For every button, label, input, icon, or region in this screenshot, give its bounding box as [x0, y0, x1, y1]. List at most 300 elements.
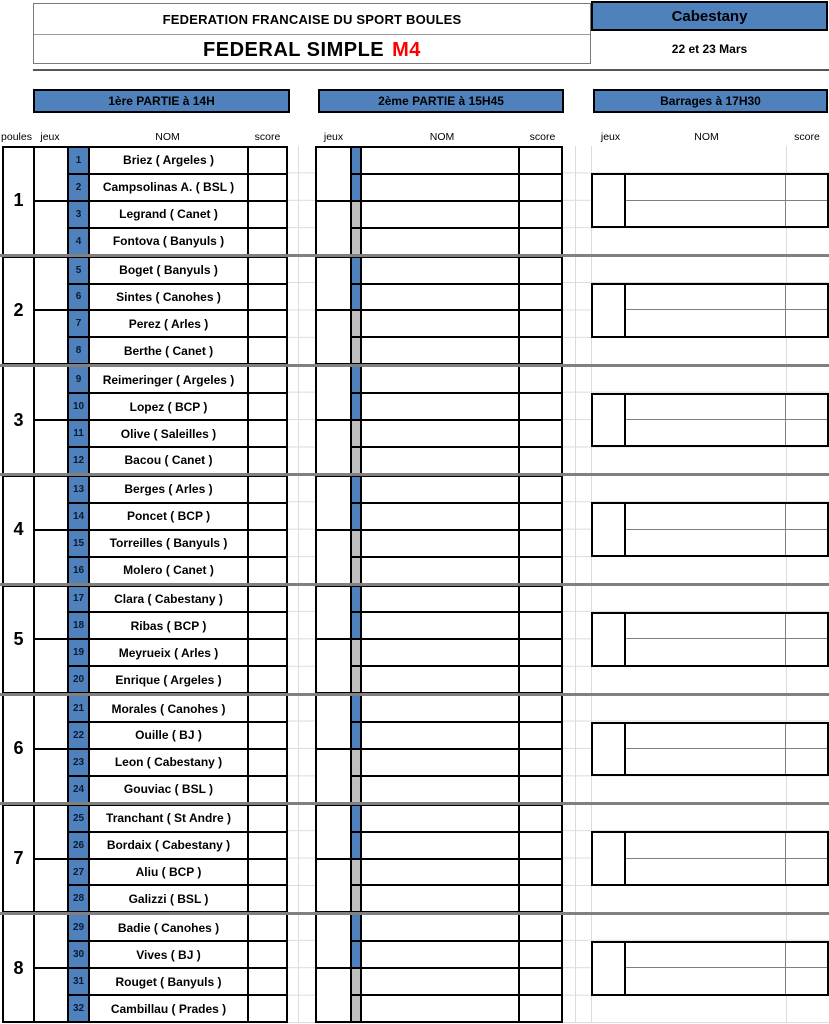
score-cell[interactable]: [249, 311, 286, 336]
nom-cell[interactable]: [362, 531, 518, 556]
player-number: 28: [69, 886, 88, 911]
score-cell[interactable]: [785, 285, 827, 310]
jeux-cell[interactable]: [317, 477, 350, 529]
pool-first-round-table: [2, 585, 288, 695]
jeux-cell[interactable]: [317, 148, 350, 200]
pool-second-round-table: [315, 475, 563, 585]
player-number: 10: [69, 394, 88, 419]
score-cell[interactable]: [249, 915, 286, 940]
jeux-cell[interactable]: [35, 915, 67, 967]
score-cell[interactable]: [520, 258, 561, 283]
player-name: Badie ( Canohes ): [90, 915, 247, 940]
marker-strip-blue: [352, 587, 360, 612]
player-number: 22: [69, 723, 88, 748]
score-cell[interactable]: [520, 640, 561, 665]
score-cell[interactable]: [785, 724, 827, 749]
nom-cell[interactable]: [362, 969, 518, 994]
colhdr-score-2: score: [529, 131, 556, 143]
score-cell[interactable]: [785, 530, 827, 555]
jeux-cell[interactable]: [593, 175, 626, 226]
score-cell[interactable]: [249, 448, 286, 473]
pool-first-round-table: [2, 146, 288, 256]
pool-first-round-table: [2, 694, 288, 804]
pool-block: [0, 694, 829, 804]
nom-cell[interactable]: [362, 504, 518, 529]
pool-second-round-table: [315, 913, 563, 1023]
score-cell[interactable]: [520, 667, 561, 692]
score-cell[interactable]: [520, 942, 561, 967]
marker-strip-gray: [352, 531, 360, 556]
score-cell[interactable]: [249, 806, 286, 831]
colhdr-score-3: score: [794, 131, 820, 143]
jeux-cell[interactable]: [35, 531, 67, 583]
nom-cell[interactable]: [362, 394, 518, 419]
score-cell[interactable]: [249, 942, 286, 967]
nom-cell[interactable]: [362, 640, 518, 665]
jeux-cell[interactable]: [593, 833, 626, 884]
nom-cell[interactable]: [626, 968, 785, 993]
score-cell[interactable]: [785, 859, 827, 884]
nom-cell[interactable]: [362, 421, 518, 446]
score-cell[interactable]: [520, 175, 561, 200]
nom-cell[interactable]: [626, 201, 785, 226]
marker-strip-blue: [352, 285, 360, 310]
player-number: 1: [69, 148, 88, 173]
pool-first-round-table: [2, 365, 288, 475]
banner-first-round: 1ère PARTIE à 14H: [33, 89, 290, 113]
score-cell[interactable]: [249, 667, 286, 692]
score-cell[interactable]: [520, 394, 561, 419]
score-cell[interactable]: [520, 202, 561, 227]
score-cell[interactable]: [785, 175, 827, 200]
player-name: Morales ( Canohes ): [90, 696, 247, 721]
jeux-cell[interactable]: [317, 640, 350, 692]
score-cell[interactable]: [249, 833, 286, 858]
pool-separator: [0, 583, 829, 586]
player-number: 32: [69, 996, 88, 1021]
jeux-cell[interactable]: [317, 969, 350, 1021]
player-number: 24: [69, 777, 88, 802]
nom-cell[interactable]: [626, 530, 785, 555]
nom-cell[interactable]: [362, 886, 518, 911]
pool-block: [0, 475, 829, 585]
player-number: 18: [69, 613, 88, 638]
nom-cell[interactable]: [626, 749, 785, 774]
score-cell[interactable]: [249, 202, 286, 227]
score-cell[interactable]: [249, 777, 286, 802]
nom-cell[interactable]: [362, 558, 518, 583]
nom-cell[interactable]: [626, 859, 785, 884]
marker-strip-blue: [352, 696, 360, 721]
nom-cell[interactable]: [362, 667, 518, 692]
player-number: 20: [69, 667, 88, 692]
pool-block: [0, 146, 829, 256]
jeux-cell[interactable]: [317, 367, 350, 419]
score-cell[interactable]: [249, 148, 286, 173]
player-name: Enrique ( Argeles ): [90, 667, 247, 692]
jeux-cell[interactable]: [317, 202, 350, 254]
banner-barrages: Barrages à 17H30: [593, 89, 828, 113]
jeux-cell[interactable]: [593, 614, 626, 665]
colhdr-jeux-2: jeux: [323, 131, 344, 143]
score-cell[interactable]: [249, 750, 286, 775]
score-cell[interactable]: [520, 777, 561, 802]
nom-cell[interactable]: [626, 175, 785, 200]
marker-strip-gray: [352, 777, 360, 802]
score-cell[interactable]: [249, 969, 286, 994]
nom-cell[interactable]: [362, 202, 518, 227]
marker-strip-gray: [352, 421, 360, 446]
jeux-cell[interactable]: [593, 504, 626, 555]
jeux-cell[interactable]: [317, 587, 350, 639]
jeux-cell[interactable]: [35, 477, 67, 529]
player-number: 9: [69, 367, 88, 392]
player-name: Berges ( Arles ): [90, 477, 247, 502]
jeux-cell[interactable]: [35, 806, 67, 858]
nom-cell[interactable]: [626, 285, 785, 310]
player-number: 26: [69, 833, 88, 858]
score-cell[interactable]: [520, 448, 561, 473]
score-cell[interactable]: [785, 310, 827, 335]
federation-title: FEDERATION FRANCAISE DU SPORT BOULES: [34, 4, 590, 35]
pool-separator: [0, 473, 829, 476]
score-cell[interactable]: [520, 750, 561, 775]
score-cell[interactable]: [249, 285, 286, 310]
nom-cell[interactable]: [362, 806, 518, 831]
nom-cell[interactable]: [362, 860, 518, 885]
player-number: 14: [69, 504, 88, 529]
score-cell[interactable]: [785, 420, 827, 445]
jeux-cell[interactable]: [35, 367, 67, 419]
marker-strip-gray: [352, 750, 360, 775]
marker-strip-blue: [352, 833, 360, 858]
marker-strip-gray: [352, 311, 360, 336]
player-name: Fontova ( Banyuls ): [90, 229, 247, 254]
nom-cell[interactable]: [626, 310, 785, 335]
nom-cell[interactable]: [362, 723, 518, 748]
jeux-cell[interactable]: [35, 311, 67, 363]
score-cell[interactable]: [785, 201, 827, 226]
player-name: Ribas ( BCP ): [90, 613, 247, 638]
player-number: 23: [69, 750, 88, 775]
pool-number: 8: [4, 915, 33, 1021]
nom-cell[interactable]: [362, 148, 518, 173]
player-name: Aliu ( BCP ): [90, 860, 247, 885]
score-cell[interactable]: [520, 338, 561, 363]
nom-cell[interactable]: [362, 311, 518, 336]
jeux-cell[interactable]: [35, 202, 67, 254]
marker-strip-blue: [352, 613, 360, 638]
colhdr-jeux-3: jeux: [600, 131, 621, 143]
nom-cell[interactable]: [362, 477, 518, 502]
pool-second-round-table: [315, 146, 563, 256]
jeux-cell[interactable]: [317, 531, 350, 583]
marker-strip-blue: [352, 942, 360, 967]
marker-strip-blue: [352, 258, 360, 283]
score-cell[interactable]: [520, 969, 561, 994]
player-name: Legrand ( Canet ): [90, 202, 247, 227]
jeux-cell[interactable]: [35, 640, 67, 692]
score-cell[interactable]: [520, 421, 561, 446]
score-cell[interactable]: [249, 175, 286, 200]
colhdr-nom-2: NOM: [429, 131, 455, 143]
colhdr-score-1: score: [254, 131, 281, 143]
score-cell[interactable]: [249, 531, 286, 556]
score-cell[interactable]: [249, 477, 286, 502]
pool-number: 1: [4, 148, 33, 254]
player-number: 25: [69, 806, 88, 831]
nom-cell[interactable]: [626, 614, 785, 639]
player-number: 15: [69, 531, 88, 556]
player-number: 12: [69, 448, 88, 473]
location-badge: Cabestany: [591, 1, 828, 31]
score-cell[interactable]: [785, 639, 827, 664]
jeux-cell[interactable]: [35, 750, 67, 802]
marker-strip-gray: [352, 969, 360, 994]
marker-strip-blue: [352, 175, 360, 200]
player-number: 4: [69, 229, 88, 254]
player-name: Vives ( BJ ): [90, 942, 247, 967]
score-cell[interactable]: [785, 943, 827, 968]
score-cell[interactable]: [249, 558, 286, 583]
score-cell[interactable]: [249, 504, 286, 529]
pool-number: 5: [4, 587, 33, 693]
nom-cell[interactable]: [362, 942, 518, 967]
score-cell[interactable]: [520, 367, 561, 392]
pool-second-round-table: [315, 256, 563, 366]
nom-cell[interactable]: [362, 448, 518, 473]
marker-strip-gray: [352, 558, 360, 583]
score-cell[interactable]: [249, 229, 286, 254]
score-cell[interactable]: [249, 613, 286, 638]
nom-cell[interactable]: [362, 175, 518, 200]
score-cell[interactable]: [249, 640, 286, 665]
player-number: 29: [69, 915, 88, 940]
nom-cell[interactable]: [626, 724, 785, 749]
jeux-cell[interactable]: [317, 806, 350, 858]
score-cell[interactable]: [520, 996, 561, 1021]
player-number: 21: [69, 696, 88, 721]
colhdr-nom-3: NOM: [694, 131, 719, 143]
score-cell[interactable]: [249, 394, 286, 419]
jeux-cell[interactable]: [593, 943, 626, 994]
pool-second-round-table: [315, 585, 563, 695]
banner-second-round: 2ème PARTIE à 15H45: [318, 89, 564, 113]
score-cell[interactable]: [520, 477, 561, 502]
score-cell[interactable]: [249, 860, 286, 885]
marker-strip-blue: [352, 477, 360, 502]
score-cell[interactable]: [249, 996, 286, 1021]
score-cell[interactable]: [785, 833, 827, 858]
pool-barrage-box: [591, 941, 829, 996]
pool-barrage-box: [591, 612, 829, 667]
pool-block: [0, 365, 829, 475]
header-box: [33, 3, 591, 64]
jeux-cell[interactable]: [35, 587, 67, 639]
player-name: Berthe ( Canet ): [90, 338, 247, 363]
pool-barrage-box: [591, 283, 829, 338]
jeux-cell[interactable]: [317, 258, 350, 310]
nom-cell[interactable]: [626, 504, 785, 529]
score-cell[interactable]: [249, 587, 286, 612]
score-cell[interactable]: [785, 614, 827, 639]
nom-cell[interactable]: [362, 750, 518, 775]
player-number: 3: [69, 202, 88, 227]
score-cell[interactable]: [785, 968, 827, 993]
jeux-cell[interactable]: [317, 311, 350, 363]
player-number: 6: [69, 285, 88, 310]
score-cell[interactable]: [249, 367, 286, 392]
nom-cell[interactable]: [362, 996, 518, 1021]
marker-strip-blue: [352, 806, 360, 831]
player-name: Bacou ( Canet ): [90, 448, 247, 473]
jeux-cell[interactable]: [317, 696, 350, 748]
score-cell[interactable]: [520, 723, 561, 748]
score-cell[interactable]: [249, 886, 286, 911]
nom-cell[interactable]: [362, 613, 518, 638]
nom-cell[interactable]: [626, 639, 785, 664]
player-name: Clara ( Cabestany ): [90, 587, 247, 612]
score-cell[interactable]: [520, 311, 561, 336]
player-name: Poncet ( BCP ): [90, 504, 247, 529]
pool-barrage-box: [591, 173, 829, 228]
player-name: Bordaix ( Cabestany ): [90, 833, 247, 858]
player-number: 19: [69, 640, 88, 665]
player-number: 30: [69, 942, 88, 967]
score-cell[interactable]: [520, 860, 561, 885]
score-cell[interactable]: [520, 285, 561, 310]
nom-cell[interactable]: [362, 833, 518, 858]
pool-first-round-table: [2, 804, 288, 914]
nom-cell[interactable]: [362, 587, 518, 612]
score-cell[interactable]: [520, 915, 561, 940]
jeux-cell[interactable]: [35, 258, 67, 310]
pool-second-round-table: [315, 694, 563, 804]
score-cell[interactable]: [520, 504, 561, 529]
marker-strip-gray: [352, 667, 360, 692]
marker-strip-gray: [352, 229, 360, 254]
event-title-main: FEDERAL SIMPLE: [203, 38, 385, 61]
score-cell[interactable]: [520, 833, 561, 858]
player-name: Galizzi ( BSL ): [90, 886, 247, 911]
player-name: Ouille ( BJ ): [90, 723, 247, 748]
score-cell[interactable]: [520, 558, 561, 583]
pool-number: 2: [4, 258, 33, 364]
player-name: Molero ( Canet ): [90, 558, 247, 583]
pool-separator: [0, 693, 829, 696]
score-cell[interactable]: [249, 338, 286, 363]
player-number: 8: [69, 338, 88, 363]
nom-cell[interactable]: [362, 367, 518, 392]
score-cell[interactable]: [249, 421, 286, 446]
jeux-cell[interactable]: [35, 421, 67, 473]
jeux-cell[interactable]: [593, 395, 626, 446]
player-number: 17: [69, 587, 88, 612]
jeux-cell[interactable]: [317, 860, 350, 912]
pool-block: [0, 804, 829, 914]
score-cell[interactable]: [520, 229, 561, 254]
score-cell[interactable]: [249, 696, 286, 721]
nom-cell[interactable]: [626, 395, 785, 420]
player-name: Cambillau ( Prades ): [90, 996, 247, 1021]
score-cell[interactable]: [520, 806, 561, 831]
pool-number: 6: [4, 696, 33, 802]
nom-cell[interactable]: [362, 338, 518, 363]
jeux-cell[interactable]: [35, 969, 67, 1021]
nom-cell[interactable]: [362, 285, 518, 310]
player-name: Perez ( Arles ): [90, 311, 247, 336]
player-name: Boget ( Banyuls ): [90, 258, 247, 283]
jeux-cell[interactable]: [593, 724, 626, 775]
pool-first-round-table: [2, 913, 288, 1023]
score-cell[interactable]: [520, 587, 561, 612]
player-name: Gouviac ( BSL ): [90, 777, 247, 802]
player-name: Meyrueix ( Arles ): [90, 640, 247, 665]
player-name: Lopez ( BCP ): [90, 394, 247, 419]
score-cell[interactable]: [520, 886, 561, 911]
marker-strip-gray: [352, 640, 360, 665]
player-number: 31: [69, 969, 88, 994]
jeux-cell[interactable]: [317, 421, 350, 473]
marker-strip-blue: [352, 148, 360, 173]
nom-cell[interactable]: [362, 696, 518, 721]
player-number: 27: [69, 860, 88, 885]
score-cell[interactable]: [249, 258, 286, 283]
marker-strip-gray: [352, 886, 360, 911]
marker-strip-gray: [352, 448, 360, 473]
nom-cell[interactable]: [626, 943, 785, 968]
nom-cell[interactable]: [362, 229, 518, 254]
score-cell[interactable]: [249, 723, 286, 748]
pool-first-round-table: [2, 256, 288, 366]
header-divider: [33, 69, 829, 71]
jeux-cell[interactable]: [593, 285, 626, 336]
nom-cell[interactable]: [362, 258, 518, 283]
jeux-cell[interactable]: [35, 148, 67, 200]
score-cell[interactable]: [520, 613, 561, 638]
nom-cell[interactable]: [626, 420, 785, 445]
player-name: Rouget ( Banyuls ): [90, 969, 247, 994]
nom-cell[interactable]: [626, 833, 785, 858]
score-cell[interactable]: [785, 395, 827, 420]
pool-separator: [0, 912, 829, 915]
player-number: 7: [69, 311, 88, 336]
player-number: 16: [69, 558, 88, 583]
pool-barrage-box: [591, 502, 829, 557]
event-category: M4: [392, 38, 421, 61]
jeux-cell[interactable]: [35, 696, 67, 748]
marker-strip-blue: [352, 915, 360, 940]
player-number: 5: [69, 258, 88, 283]
marker-strip-gray: [352, 996, 360, 1021]
player-number: 11: [69, 421, 88, 446]
nom-cell[interactable]: [362, 777, 518, 802]
jeux-cell[interactable]: [35, 860, 67, 912]
score-cell[interactable]: [785, 749, 827, 774]
jeux-cell[interactable]: [317, 915, 350, 967]
score-cell[interactable]: [520, 696, 561, 721]
colhdr-poules: poules: [1, 131, 32, 143]
player-name: Tranchant ( St Andre ): [90, 806, 247, 831]
pool-barrage-box: [591, 393, 829, 448]
event-date: 22 et 23 Mars: [671, 41, 748, 56]
jeux-cell[interactable]: [317, 750, 350, 802]
score-cell[interactable]: [520, 148, 561, 173]
player-name: Torreilles ( Banyuls ): [90, 531, 247, 556]
score-cell[interactable]: [520, 531, 561, 556]
score-cell[interactable]: [785, 504, 827, 529]
nom-cell[interactable]: [362, 915, 518, 940]
